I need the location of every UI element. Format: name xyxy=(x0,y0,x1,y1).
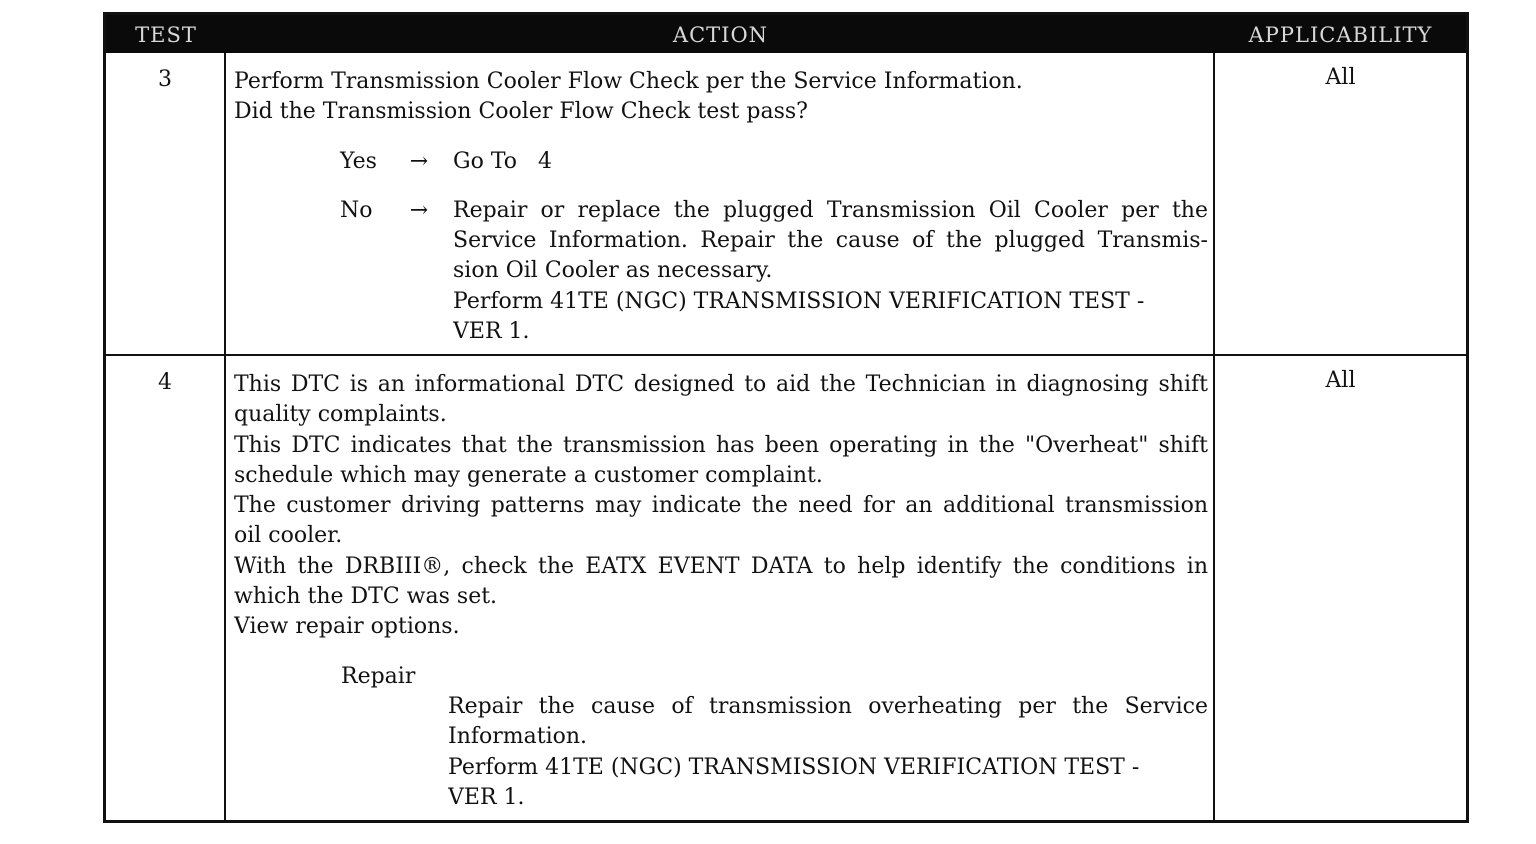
header-action: ACTION xyxy=(672,23,769,47)
table-row xyxy=(106,53,1466,354)
no-text-line: Service Information. Repair the cause of the plugged Transmis- xyxy=(453,228,1208,254)
repair-text-line: Information. xyxy=(448,724,588,750)
header-applicability: APPLICABILITY xyxy=(1248,23,1433,47)
action-line: Did the Transmission Cooler Flow Check test pass? xyxy=(234,99,808,125)
action-line: This DTC indicates that the transmission has been operating in the "Overheat" shift xyxy=(234,432,1208,458)
arrow-icon: → xyxy=(409,148,429,174)
table-header xyxy=(106,15,1466,53)
no-branch xyxy=(340,196,1208,347)
action-line: This DTC is an informational DTC designed to aid the Technician in diagnosing shift xyxy=(234,372,1208,397)
action-cell xyxy=(234,67,1208,347)
diagnostic-test-table xyxy=(103,12,1469,823)
yes-text: Go To 4 xyxy=(453,148,552,174)
repair-text-line: Perform 41TE (NGC) TRANSMISSION VERIFICATION TEST - xyxy=(448,754,1140,780)
no-text-line: VER 1. xyxy=(453,319,530,345)
action-line: With the DRBIII®, check the EATX EVENT DATA to help identify the conditions in xyxy=(234,553,1208,579)
applicability-value: All xyxy=(1325,368,1356,393)
applicability-value: All xyxy=(1325,65,1356,90)
action-line: The customer driving patterns may indicate the need for an additional transmission xyxy=(234,493,1208,519)
table-row xyxy=(106,356,1466,820)
action-line: which the DTC was set. xyxy=(234,584,498,610)
no-label: No xyxy=(340,197,373,223)
action-cell xyxy=(234,370,1208,813)
test-number: 3 xyxy=(158,67,172,92)
action-line: oil cooler. xyxy=(234,523,343,549)
action-line: schedule which may generate a customer complaint. xyxy=(234,462,823,488)
repair-text-line: VER 1. xyxy=(448,784,525,810)
no-text-line: sion Oil Cooler as necessary. xyxy=(453,258,773,284)
action-line: quality complaints. xyxy=(234,402,447,428)
repair-text xyxy=(448,692,1208,813)
test-number: 4 xyxy=(158,370,172,395)
repair-text-line: Repair the cause of transmission overheating per the Service xyxy=(448,693,1208,719)
repair-label: Repair xyxy=(341,663,416,689)
header-test: TEST xyxy=(135,23,197,47)
action-line: View repair options. xyxy=(234,614,460,640)
yes-label: Yes xyxy=(340,148,377,174)
no-text-line: Perform 41TE (NGC) TRANSMISSION VERIFICATION TEST - xyxy=(453,288,1145,314)
yes-branch xyxy=(340,147,1208,177)
action-line: Perform Transmission Cooler Flow Check per the Service Information. xyxy=(234,69,1023,94)
arrow-icon: → xyxy=(409,197,429,223)
no-text-line: Repair or replace the plugged Transmission Oil Cooler per the xyxy=(453,197,1208,223)
